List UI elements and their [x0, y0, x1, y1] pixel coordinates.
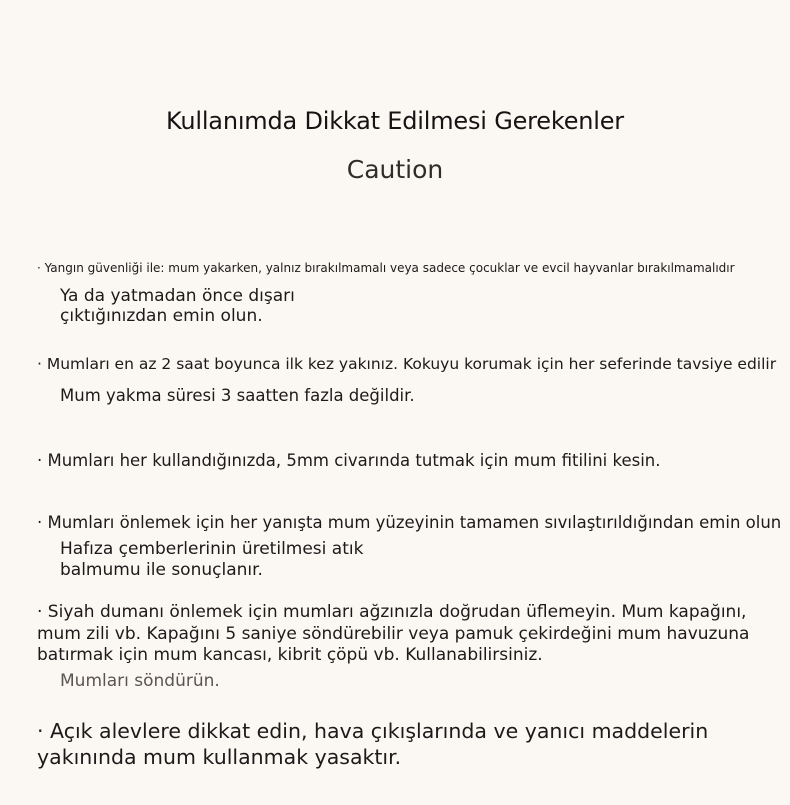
caution-item-extinguish: mum zili vb. Kapağını 5 saniye söndürebilir veya pamuk çekirdeğini mum havuzuna	[37, 624, 750, 644]
caution-item-fire-safety: · Yangın güvenliği ile: mum yakarken, yalnız bırakılmamalı veya sadece çocuklar ve evcil hayvanlar bırakılmamalıdır	[37, 261, 735, 275]
caution-item-fire-safety-detail: Ya da yatmadan önce dışarı	[60, 286, 295, 306]
caution-item-fire-safety-detail: çıktığınızdan emin olun.	[60, 306, 263, 326]
caution-item-full-melt: · Mumları önlemek için her yanışta mum yüzeyinin tamamen sıvılaştırıldığından emin olun	[37, 513, 782, 532]
page-title: Kullanımda Dikkat Edilmesi Gerekenler	[166, 107, 624, 135]
caution-item-extinguish: batırmak için mum kancası, kibrit çöpü vb. Kullanabilirsiniz.	[37, 645, 543, 665]
caution-item-first-burn: · Mumları en az 2 saat boyunca ilk kez yakınız. Kokuyu korumak için her seferinde tavsiye edilir	[37, 355, 777, 373]
caution-item-open-flame: · Açık alevlere dikkat edin, hava çıkışlarında ve yanıcı maddelerin	[37, 719, 709, 743]
caution-item-open-flame: yakınında mum kullanmak yasaktır.	[37, 745, 402, 769]
caution-item-full-melt-detail: balmumu ile sonuçlanır.	[60, 560, 263, 580]
caution-item-extinguish-label: Mumları söndürün.	[60, 671, 220, 691]
caution-item-extinguish: · Siyah dumanı önlemek için mumları ağzınızla doğrudan üflemeyin. Mum kapağını,	[37, 602, 747, 622]
caution-item-trim-wick: · Mumları her kullandığınızda, 5mm civarında tutmak için mum fitilini kesin.	[37, 451, 661, 470]
caution-item-first-burn-detail: Mum yakma süresi 3 saatten fazla değildir.	[60, 386, 415, 405]
caution-item-full-melt-detail: Hafıza çemberlerinin üretilmesi atık	[60, 539, 364, 559]
page-subtitle: Caution	[346, 155, 444, 184]
